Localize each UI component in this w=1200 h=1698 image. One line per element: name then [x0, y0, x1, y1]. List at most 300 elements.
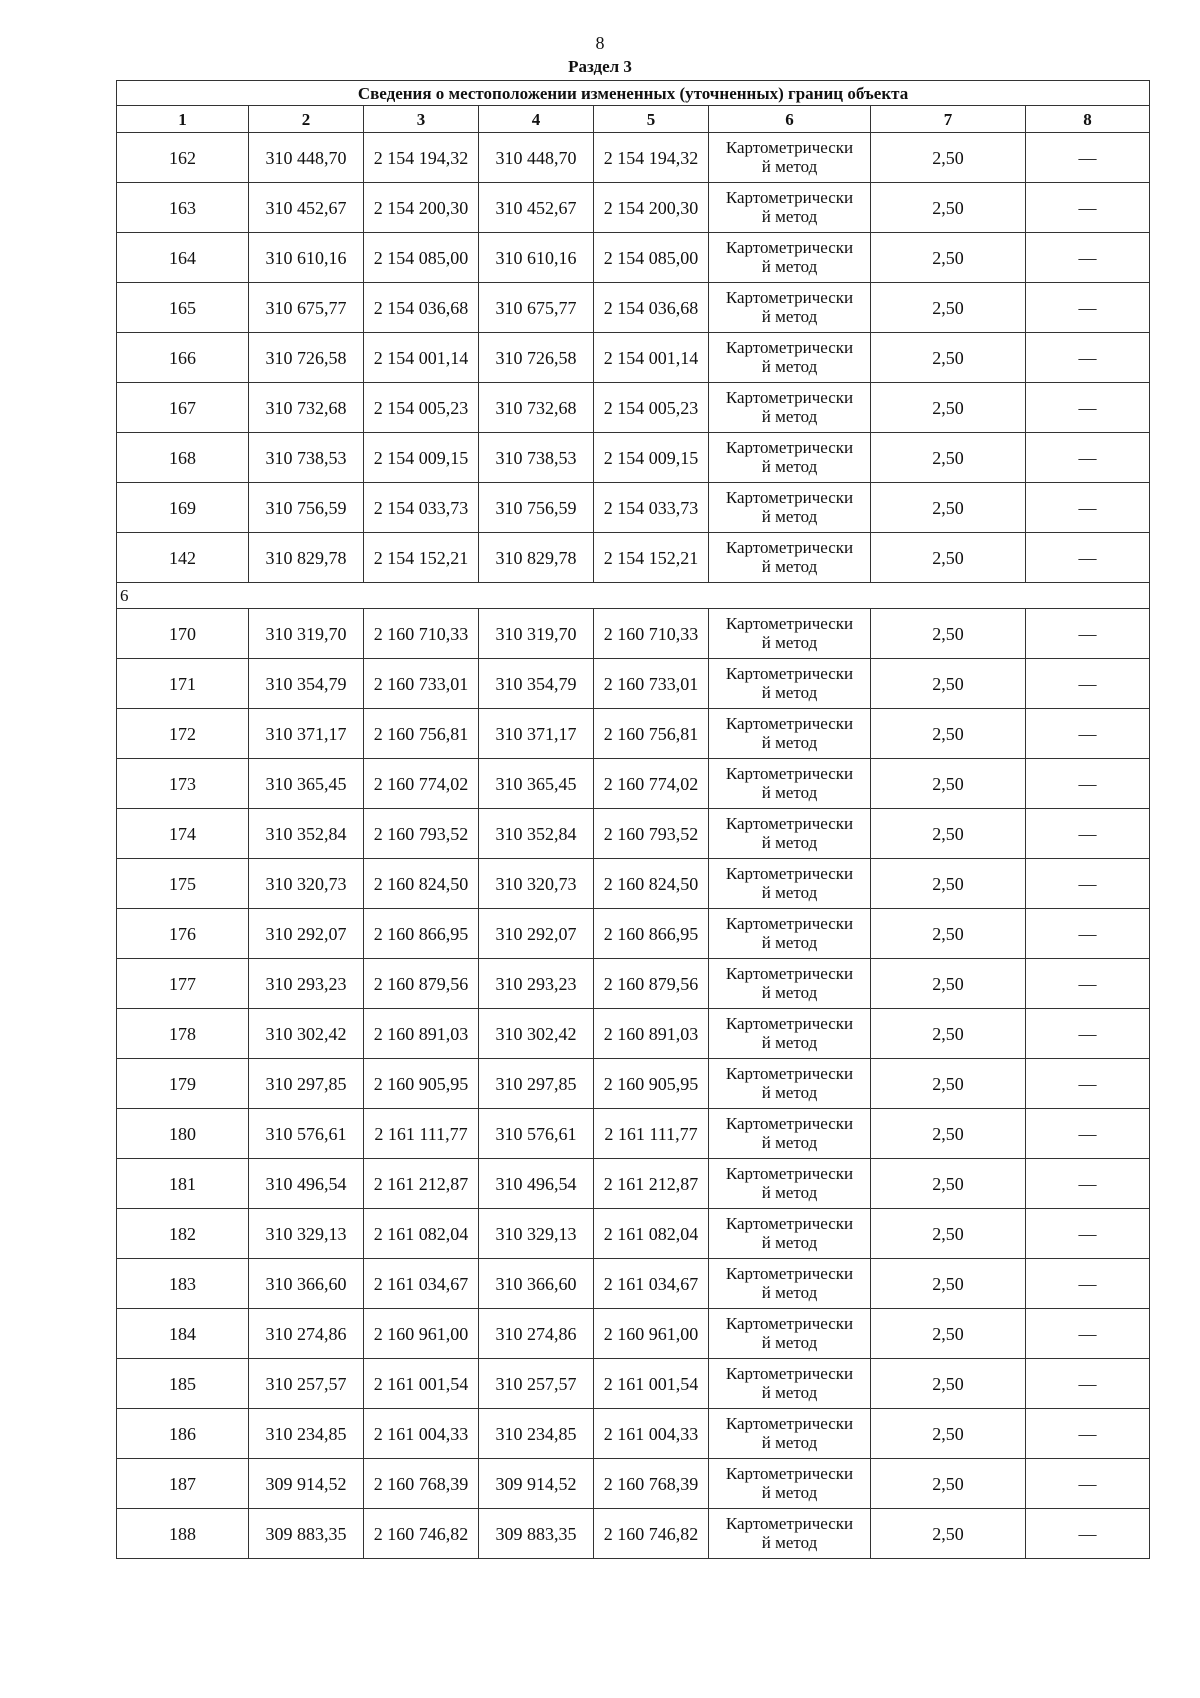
x-new: 310 320,73 [479, 859, 594, 909]
table-row [117, 533, 1150, 583]
method-cell [709, 709, 871, 759]
y-new: 2 154 009,15 [594, 433, 709, 483]
method-line-2: й метод [761, 1232, 818, 1252]
method-line-2: й метод [761, 1482, 818, 1502]
description-cell: — [1026, 609, 1150, 659]
x-existing: 310 320,73 [249, 859, 364, 909]
method-cell [709, 1209, 871, 1259]
point-number: 182 [117, 1209, 249, 1259]
y-new: 2 161 212,87 [594, 1159, 709, 1209]
method-line-2: й метод [761, 1282, 818, 1302]
method-line-2: й метод [761, 156, 818, 176]
description-cell: — [1026, 659, 1150, 709]
method-line-2: й метод [761, 1532, 818, 1552]
x-new: 310 829,78 [479, 533, 594, 583]
y-existing: 2 160 733,01 [364, 659, 479, 709]
method-cell [709, 1309, 871, 1359]
table-row [117, 959, 1150, 1009]
method-line-1: Картометрически [725, 1414, 854, 1434]
y-existing: 2 160 905,95 [364, 1059, 479, 1109]
x-new: 310 675,77 [479, 283, 594, 333]
method-line-1: Картометрически [725, 614, 854, 634]
table-row [117, 133, 1150, 183]
method-line-2: й метод [761, 356, 818, 376]
y-new: 2 154 200,30 [594, 183, 709, 233]
method-line-1: Картометрически [725, 138, 854, 158]
method-line-1: Картометрически [725, 864, 854, 884]
x-new: 310 354,79 [479, 659, 594, 709]
method-cell [709, 609, 871, 659]
column-header: 1 [117, 106, 249, 133]
point-number: 175 [117, 859, 249, 909]
x-new: 310 292,07 [479, 909, 594, 959]
point-number: 180 [117, 1109, 249, 1159]
description-cell: — [1026, 1309, 1150, 1359]
x-existing: 310 576,61 [249, 1109, 364, 1159]
method-line-2: й метод [761, 932, 818, 952]
method-cell [709, 1259, 871, 1309]
x-new: 310 726,58 [479, 333, 594, 383]
y-existing: 2 154 152,21 [364, 533, 479, 583]
method-cell [709, 1359, 871, 1409]
x-new: 309 914,52 [479, 1459, 594, 1509]
x-new: 310 293,23 [479, 959, 594, 1009]
table-row [117, 809, 1150, 859]
y-existing: 2 154 200,30 [364, 183, 479, 233]
x-existing: 310 257,57 [249, 1359, 364, 1409]
x-new: 310 576,61 [479, 1109, 594, 1159]
table-row [117, 483, 1150, 533]
method-cell [709, 333, 871, 383]
x-existing: 310 452,67 [249, 183, 364, 233]
method-line-1: Картометрически [725, 664, 854, 684]
accuracy: 2,50 [871, 709, 1026, 759]
point-number: 142 [117, 533, 249, 583]
point-number: 187 [117, 1459, 249, 1509]
section-title: Раздел 3 [568, 57, 632, 76]
y-existing: 2 160 756,81 [364, 709, 479, 759]
table-row [117, 1209, 1150, 1259]
x-new: 310 756,59 [479, 483, 594, 533]
x-new: 310 352,84 [479, 809, 594, 859]
method-line-2: й метод [761, 832, 818, 852]
point-number: 177 [117, 959, 249, 1009]
point-number: 170 [117, 609, 249, 659]
page-number: 8 [595, 33, 605, 53]
y-new: 2 154 194,32 [594, 133, 709, 183]
description-cell: — [1026, 533, 1150, 583]
y-new: 2 160 774,02 [594, 759, 709, 809]
y-existing: 2 154 009,15 [364, 433, 479, 483]
method-line-1: Картометрически [725, 1164, 854, 1184]
y-new: 2 160 891,03 [594, 1009, 709, 1059]
point-number: 169 [117, 483, 249, 533]
accuracy: 2,50 [871, 1109, 1026, 1159]
table-header-row [117, 106, 1150, 133]
method-cell [709, 1509, 871, 1559]
y-existing: 2 161 212,87 [364, 1159, 479, 1209]
x-new: 310 365,45 [479, 759, 594, 809]
method-line-2: й метод [761, 1082, 818, 1102]
x-new: 310 297,85 [479, 1059, 594, 1109]
method-cell [709, 959, 871, 1009]
table-row [117, 383, 1150, 433]
y-new: 2 160 733,01 [594, 659, 709, 709]
method-line-1: Картометрически [725, 1514, 854, 1534]
y-existing: 2 160 891,03 [364, 1009, 479, 1059]
table-row [117, 759, 1150, 809]
method-cell [709, 433, 871, 483]
column-header: 5 [594, 106, 709, 133]
y-existing: 2 161 082,04 [364, 1209, 479, 1259]
method-line-2: й метод [761, 982, 818, 1002]
method-line-2: й метод [761, 1382, 818, 1402]
y-existing: 2 161 111,77 [364, 1109, 479, 1159]
point-number: 174 [117, 809, 249, 859]
method-line-2: й метод [761, 1132, 818, 1152]
y-existing: 2 160 793,52 [364, 809, 479, 859]
point-number: 171 [117, 659, 249, 709]
accuracy: 2,50 [871, 1509, 1026, 1559]
y-new: 2 160 793,52 [594, 809, 709, 859]
point-number: 176 [117, 909, 249, 959]
y-new: 2 154 085,00 [594, 233, 709, 283]
y-existing: 2 154 033,73 [364, 483, 479, 533]
description-cell: — [1026, 759, 1150, 809]
x-existing: 310 365,45 [249, 759, 364, 809]
y-new: 2 160 768,39 [594, 1459, 709, 1509]
y-new: 2 160 756,81 [594, 709, 709, 759]
point-number: 167 [117, 383, 249, 433]
x-existing: 310 756,59 [249, 483, 364, 533]
y-new: 2 154 036,68 [594, 283, 709, 333]
description-cell: — [1026, 183, 1150, 233]
description-cell: — [1026, 959, 1150, 1009]
description-cell: — [1026, 1509, 1150, 1559]
x-existing: 310 352,84 [249, 809, 364, 859]
y-new: 2 161 001,54 [594, 1359, 709, 1409]
x-new: 310 274,86 [479, 1309, 594, 1359]
point-number: 188 [117, 1509, 249, 1559]
description-cell: — [1026, 383, 1150, 433]
y-existing: 2 160 879,56 [364, 959, 479, 1009]
x-new: 310 452,67 [479, 183, 594, 233]
x-existing: 310 302,42 [249, 1009, 364, 1059]
x-existing: 310 448,70 [249, 133, 364, 183]
method-line-2: й метод [761, 782, 818, 802]
table-row [117, 1409, 1150, 1459]
accuracy: 2,50 [871, 1259, 1026, 1309]
method-line-1: Картометрически [725, 188, 854, 208]
description-cell: — [1026, 859, 1150, 909]
point-number: 165 [117, 283, 249, 333]
y-existing: 2 160 774,02 [364, 759, 479, 809]
accuracy: 2,50 [871, 533, 1026, 583]
y-existing: 2 160 866,95 [364, 909, 479, 959]
method-cell [709, 233, 871, 283]
method-line-1: Картометрически [725, 1064, 854, 1084]
x-new: 310 257,57 [479, 1359, 594, 1409]
y-existing: 2 161 004,33 [364, 1409, 479, 1459]
table-row [117, 859, 1150, 909]
method-line-1: Картометрически [725, 538, 854, 558]
point-number: 179 [117, 1059, 249, 1109]
x-existing: 310 675,77 [249, 283, 364, 333]
coordinates-table [116, 80, 1150, 1559]
y-new: 2 160 905,95 [594, 1059, 709, 1109]
point-number: 172 [117, 709, 249, 759]
x-existing: 310 726,58 [249, 333, 364, 383]
y-new: 2 161 004,33 [594, 1409, 709, 1459]
column-header: 7 [871, 106, 1026, 133]
method-cell [709, 283, 871, 333]
accuracy: 2,50 [871, 959, 1026, 1009]
x-existing: 310 292,07 [249, 909, 364, 959]
table-caption: Сведения о местоположении измененных (уточненных) границ объекта [117, 81, 1150, 106]
method-line-2: й метод [761, 206, 818, 226]
accuracy: 2,50 [871, 659, 1026, 709]
method-line-1: Картометрически [725, 1214, 854, 1234]
x-new: 310 371,17 [479, 709, 594, 759]
y-new: 2 160 710,33 [594, 609, 709, 659]
method-line-2: й метод [761, 632, 818, 652]
method-cell [709, 909, 871, 959]
description-cell: — [1026, 1159, 1150, 1209]
x-existing: 310 496,54 [249, 1159, 364, 1209]
table-row [117, 1109, 1150, 1159]
y-existing: 2 154 036,68 [364, 283, 479, 333]
y-new: 2 161 034,67 [594, 1259, 709, 1309]
method-line-2: й метод [761, 256, 818, 276]
method-line-2: й метод [761, 882, 818, 902]
x-new: 310 319,70 [479, 609, 594, 659]
contour-label: 6 [117, 583, 1150, 609]
point-number: 168 [117, 433, 249, 483]
x-existing: 310 297,85 [249, 1059, 364, 1109]
accuracy: 2,50 [871, 1409, 1026, 1459]
accuracy: 2,50 [871, 183, 1026, 233]
accuracy: 2,50 [871, 1459, 1026, 1509]
method-cell [709, 1109, 871, 1159]
accuracy: 2,50 [871, 1209, 1026, 1259]
point-number: 163 [117, 183, 249, 233]
method-line-1: Картометрически [725, 1264, 854, 1284]
table-row [117, 183, 1150, 233]
description-cell: — [1026, 1409, 1150, 1459]
description-cell: — [1026, 809, 1150, 859]
description-cell: — [1026, 909, 1150, 959]
method-cell [709, 383, 871, 433]
method-cell [709, 483, 871, 533]
x-existing: 310 319,70 [249, 609, 364, 659]
x-new: 310 610,16 [479, 233, 594, 283]
y-new: 2 154 005,23 [594, 383, 709, 433]
y-new: 2 160 746,82 [594, 1509, 709, 1559]
description-cell: — [1026, 709, 1150, 759]
y-new: 2 161 082,04 [594, 1209, 709, 1259]
method-line-1: Картометрически [725, 1114, 854, 1134]
y-new: 2 160 879,56 [594, 959, 709, 1009]
accuracy: 2,50 [871, 1059, 1026, 1109]
method-line-1: Картометрически [725, 964, 854, 984]
table-row [117, 709, 1150, 759]
method-line-1: Картометрически [725, 714, 854, 734]
method-line-2: й метод [761, 1332, 818, 1352]
accuracy: 2,50 [871, 333, 1026, 383]
y-new: 2 160 961,00 [594, 1309, 709, 1359]
y-new: 2 160 866,95 [594, 909, 709, 959]
table-body [117, 81, 1150, 1559]
method-cell [709, 1159, 871, 1209]
x-new: 310 496,54 [479, 1159, 594, 1209]
table-row [117, 1459, 1150, 1509]
description-cell: — [1026, 333, 1150, 383]
accuracy: 2,50 [871, 133, 1026, 183]
method-line-1: Картометрически [725, 288, 854, 308]
description-cell: — [1026, 1009, 1150, 1059]
y-new: 2 160 824,50 [594, 859, 709, 909]
point-number: 183 [117, 1259, 249, 1309]
method-line-1: Картометрически [725, 764, 854, 784]
table-row [117, 909, 1150, 959]
table-row [117, 1259, 1150, 1309]
y-existing: 2 154 085,00 [364, 233, 479, 283]
method-line-2: й метод [761, 1182, 818, 1202]
method-cell [709, 659, 871, 709]
contour-separator-row [117, 583, 1150, 609]
method-line-1: Картометрически [725, 438, 854, 458]
method-cell [709, 759, 871, 809]
description-cell: — [1026, 1059, 1150, 1109]
description-cell: — [1026, 1109, 1150, 1159]
point-number: 166 [117, 333, 249, 383]
point-number: 186 [117, 1409, 249, 1459]
method-line-1: Картометрически [725, 1364, 854, 1384]
column-header: 4 [479, 106, 594, 133]
method-line-2: й метод [761, 1432, 818, 1452]
column-header: 8 [1026, 106, 1150, 133]
accuracy: 2,50 [871, 1359, 1026, 1409]
x-existing: 310 610,16 [249, 233, 364, 283]
x-new: 310 732,68 [479, 383, 594, 433]
x-existing: 310 274,86 [249, 1309, 364, 1359]
y-new: 2 154 033,73 [594, 483, 709, 533]
accuracy: 2,50 [871, 609, 1026, 659]
table-row [117, 1059, 1150, 1109]
point-number: 185 [117, 1359, 249, 1409]
x-existing: 310 354,79 [249, 659, 364, 709]
description-cell: — [1026, 1209, 1150, 1259]
accuracy: 2,50 [871, 859, 1026, 909]
y-existing: 2 160 710,33 [364, 609, 479, 659]
method-line-2: й метод [761, 682, 818, 702]
method-cell [709, 1459, 871, 1509]
description-cell: — [1026, 1459, 1150, 1509]
point-number: 178 [117, 1009, 249, 1059]
accuracy: 2,50 [871, 1159, 1026, 1209]
y-existing: 2 161 034,67 [364, 1259, 479, 1309]
x-existing: 310 732,68 [249, 383, 364, 433]
table-row [117, 1309, 1150, 1359]
method-line-1: Картометрически [725, 238, 854, 258]
table-row [117, 283, 1150, 333]
y-existing: 2 154 001,14 [364, 333, 479, 383]
x-new: 310 234,85 [479, 1409, 594, 1459]
method-line-1: Картометрически [725, 488, 854, 508]
method-cell [709, 183, 871, 233]
point-number: 164 [117, 233, 249, 283]
point-number: 184 [117, 1309, 249, 1359]
y-existing: 2 160 768,39 [364, 1459, 479, 1509]
x-new: 310 329,13 [479, 1209, 594, 1259]
accuracy: 2,50 [871, 809, 1026, 859]
table-row [117, 333, 1150, 383]
table-row [117, 1359, 1150, 1409]
x-new: 310 302,42 [479, 1009, 594, 1059]
method-cell [709, 809, 871, 859]
y-existing: 2 160 961,00 [364, 1309, 479, 1359]
x-existing: 310 371,17 [249, 709, 364, 759]
method-cell [709, 1409, 871, 1459]
description-cell: — [1026, 1259, 1150, 1309]
accuracy: 2,50 [871, 483, 1026, 533]
y-existing: 2 154 194,32 [364, 133, 479, 183]
accuracy: 2,50 [871, 759, 1026, 809]
description-cell: — [1026, 1359, 1150, 1409]
x-existing: 310 329,13 [249, 1209, 364, 1259]
table-row [117, 659, 1150, 709]
method-cell [709, 133, 871, 183]
column-header: 6 [709, 106, 871, 133]
accuracy: 2,50 [871, 233, 1026, 283]
y-existing: 2 161 001,54 [364, 1359, 479, 1409]
table-row [117, 1009, 1150, 1059]
accuracy: 2,50 [871, 283, 1026, 333]
method-cell [709, 1009, 871, 1059]
y-existing: 2 160 824,50 [364, 859, 479, 909]
x-new: 310 738,53 [479, 433, 594, 483]
accuracy: 2,50 [871, 909, 1026, 959]
method-cell [709, 533, 871, 583]
column-header: 2 [249, 106, 364, 133]
method-line-1: Картометрически [725, 1464, 854, 1484]
method-line-2: й метод [761, 456, 818, 476]
y-existing: 2 160 746,82 [364, 1509, 479, 1559]
description-cell: — [1026, 233, 1150, 283]
x-existing: 310 293,23 [249, 959, 364, 1009]
method-line-1: Картометрически [725, 814, 854, 834]
table-row [117, 233, 1150, 283]
x-existing: 310 829,78 [249, 533, 364, 583]
column-header: 3 [364, 106, 479, 133]
table-row [117, 609, 1150, 659]
method-line-2: й метод [761, 406, 818, 426]
accuracy: 2,50 [871, 433, 1026, 483]
point-number: 173 [117, 759, 249, 809]
x-existing: 310 234,85 [249, 1409, 364, 1459]
method-line-2: й метод [761, 556, 818, 576]
y-new: 2 154 152,21 [594, 533, 709, 583]
table-row [117, 433, 1150, 483]
method-line-1: Картометрически [725, 338, 854, 358]
method-line-2: й метод [761, 732, 818, 752]
method-line-2: й метод [761, 306, 818, 326]
method-line-1: Картометрически [725, 1314, 854, 1334]
x-new: 310 448,70 [479, 133, 594, 183]
description-cell: — [1026, 433, 1150, 483]
accuracy: 2,50 [871, 1309, 1026, 1359]
method-line-2: й метод [761, 506, 818, 526]
